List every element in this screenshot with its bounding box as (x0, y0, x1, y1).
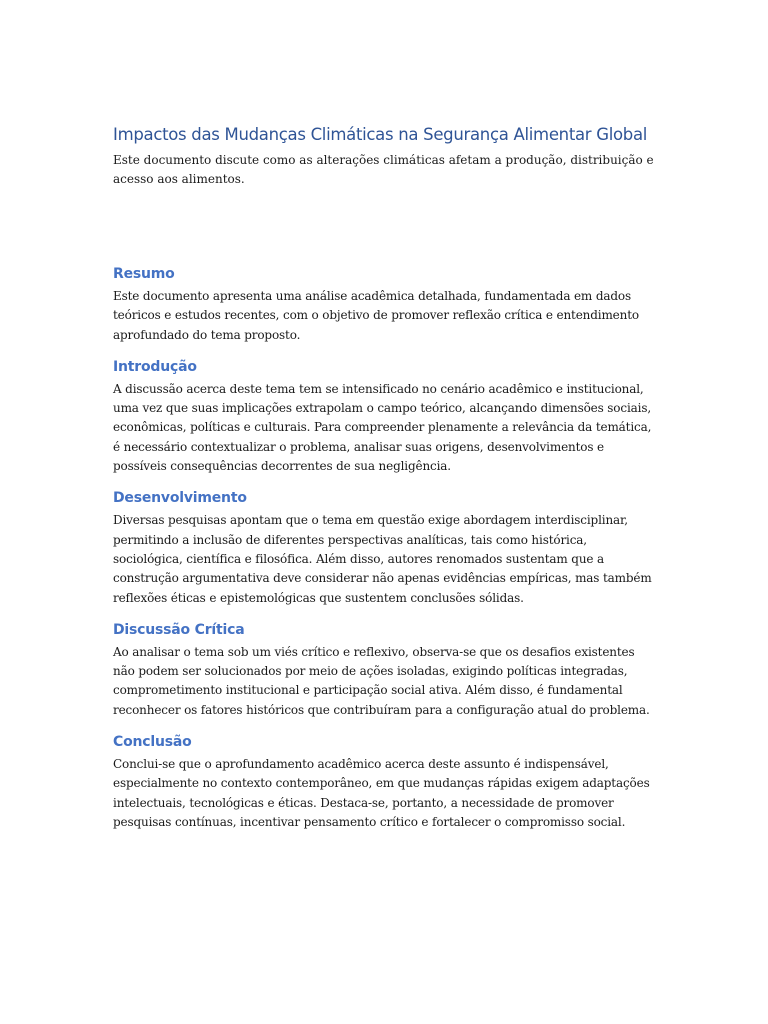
section-heading-introducao: Introdução (113, 358, 197, 375)
section-discussao-critica (113, 620, 658, 720)
section-heading-desenvolvimento: Desenvolvimento (113, 490, 247, 507)
section-desenvolvimento (113, 488, 658, 607)
section-body-discussao-critica: Ao analisar o tema sob um viés crítico e reflexivo, observa-se que os desafios existentes não podem ser solucionados por meio de ações isoladas, exigindo políticas integradas, comprometimento institucional e participação social ativa. Além disso, é fundamental reconhecer os fatores históricos que contribuíram para a configuração atual do problema. (113, 644, 650, 717)
section-heading-discussao-critica: Discussão Crítica (113, 621, 245, 638)
section-conclusao (113, 732, 658, 832)
section-heading-conclusao: Conclusão (113, 734, 192, 751)
section-body-conclusao: Conclui-se que o aprofundamento acadêmico acerca deste assunto é indispensável, especialmente no contexto contemporâneo, em que mudanças rápidas exigem adaptações intelectuais, tecnológicas e éticas. Destaca-se, portanto, a necessidade de promover pesquisas contínuas, incentivar pensamento crítico e fortalecer o compromisso social. (113, 757, 650, 829)
document-title: Impactos das Mudanças Climáticas na Segurança Alimentar Global (113, 125, 648, 144)
section-body-desenvolvimento: Diversas pesquisas apontam que o tema em questão exige abordagem interdisciplinar, permitindo a inclusão de diferentes perspectivas analíticas, tais como histórica, sociológica, científica e filosófica. Além disso, autores renomados sustentam que a construção argumentativa deve considerar não apenas evidências empíricas, mas também reflexões éticas e epistemológicas que sustentem conclusões sólidas. (113, 513, 652, 605)
section-body-resumo: Este documento apresenta uma análise acadêmica detalhada, fundamentada em dados teóricos e estudos recentes, com o objetivo de promover reflexão crítica e entendimento aprofundado do tema proposto. (113, 289, 639, 342)
document-page (113, 123, 658, 844)
section-introducao (113, 357, 658, 476)
section-resumo (113, 264, 658, 345)
section-body-introducao: A discussão acerca deste tema tem se intensificado no cenário acadêmico e institucional, uma vez que suas implicações extrapolam o campo teórico, alcançando dimensões sociais, econômicas, políticas e culturais. Para compreender plenamente a relevância da temática, é necessário contextualizar o problema, analisar suas origens, desenvolvimentos e possíveis consequências decorrentes de sua negligência. (113, 381, 652, 474)
document-subtitle: Este documento discute como as alterações climáticas afetam a produção, distribuição e acesso aos alimentos. (113, 153, 654, 186)
section-heading-resumo: Resumo (113, 266, 175, 282)
